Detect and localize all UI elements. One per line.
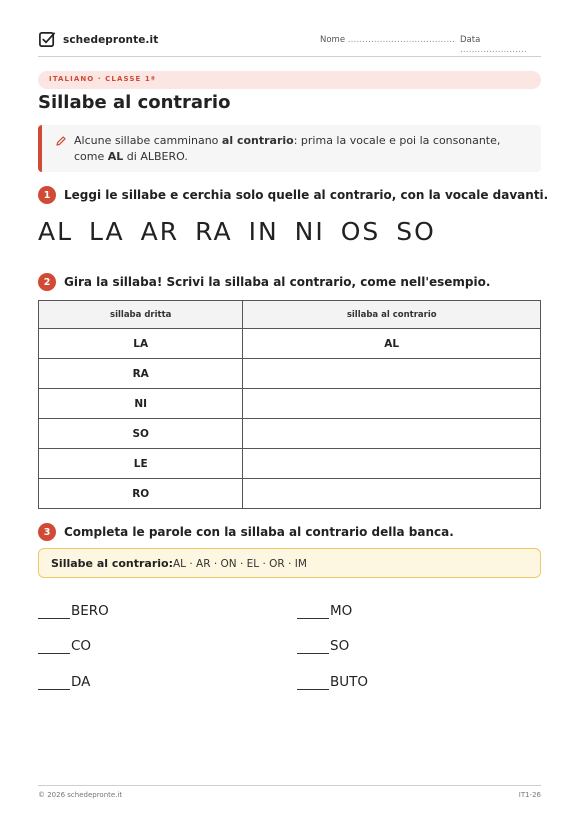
name-label: Nome (320, 35, 346, 45)
answer-blank[interactable] (297, 676, 329, 690)
straight-syllable-cell: RO (39, 479, 243, 509)
word-to-complete (38, 638, 91, 654)
intro-note-text: Alcune sillabe camminano al contrario: prima la vocale e poi la consonante, come AL di ALBERO. (74, 134, 501, 163)
syllable[interactable]: AL (38, 217, 74, 246)
straight-syllable-cell: LA (39, 329, 243, 359)
syllable[interactable]: RA (195, 217, 233, 246)
syllable-bank (38, 548, 541, 578)
answer-blank[interactable] (297, 640, 329, 654)
page-code: IT1-26 (518, 791, 541, 799)
syllable[interactable]: AR (140, 217, 180, 246)
reversed-syllable-cell[interactable] (243, 359, 541, 389)
syllable[interactable]: OS (340, 217, 381, 246)
exercise-number: 3 (38, 523, 56, 541)
pencil-icon (55, 135, 67, 147)
reversed-syllable-cell[interactable] (243, 419, 541, 449)
table-row (39, 359, 541, 389)
syllable-bank-items: AL · AR · ON · EL · OR · IM (173, 558, 307, 570)
date-dots: ....................... (460, 45, 527, 55)
straight-syllable-cell: RA (39, 359, 243, 389)
reversed-syllable-cell[interactable] (243, 449, 541, 479)
page-footer (38, 785, 541, 799)
exercise-2-heading (38, 273, 490, 291)
word-to-complete (38, 674, 90, 690)
copyright: © 2026 schedepronte.it (38, 791, 123, 799)
name-field (320, 35, 455, 45)
exercise-3-heading (38, 523, 454, 541)
word-ending: SO (330, 638, 350, 654)
table-row (39, 419, 541, 449)
column-header: sillaba al contrario (243, 301, 541, 329)
subject-badge-text: ITALIANO · CLASSE 1ª (49, 75, 156, 83)
table-row (39, 479, 541, 509)
subject-badge (38, 71, 541, 89)
site-logo (38, 30, 158, 49)
table-row (39, 389, 541, 419)
straight-syllable-cell: SO (39, 419, 243, 449)
exercise-instruction: Gira la sillaba! Scrivi la sillaba al contrario, come nell'esempio. (64, 275, 491, 289)
word-ending: DA (71, 674, 91, 690)
word-to-complete (297, 638, 349, 654)
answer-blank[interactable] (297, 605, 329, 619)
table-row (39, 329, 541, 359)
table-row (39, 449, 541, 479)
date-label: Data (460, 35, 481, 45)
word-ending: CO (71, 638, 92, 654)
syllable[interactable]: SO (396, 217, 436, 246)
word-to-complete (297, 603, 352, 619)
syllable-bank-label: Sillabe al contrario: (51, 557, 174, 570)
exercise-instruction: Leggi le sillabe e cerchia solo quelle al contrario, con la vocale davanti. (64, 188, 549, 202)
answer-blank[interactable] (38, 640, 70, 654)
syllable[interactable]: NI (294, 217, 325, 246)
syllable-table (38, 300, 541, 509)
straight-syllable-cell: LE (39, 449, 243, 479)
reversed-syllable-cell[interactable] (243, 389, 541, 419)
syllable-list (38, 217, 452, 246)
word-to-complete (38, 603, 109, 619)
word-ending: BUTO (330, 674, 369, 690)
site-name: schedepronte.it (63, 33, 159, 46)
intro-note (38, 125, 541, 172)
answer-blank[interactable] (38, 605, 70, 619)
name-dots: ..................................... (347, 35, 456, 45)
syllable[interactable]: LA (89, 217, 125, 246)
exercise-1-heading (38, 186, 548, 204)
reversed-syllable-cell[interactable] (243, 479, 541, 509)
word-to-complete (297, 674, 368, 690)
page-header (38, 30, 541, 57)
straight-syllable-cell: NI (39, 389, 243, 419)
word-ending: MO (330, 603, 353, 619)
syllable[interactable]: IN (248, 217, 279, 246)
answer-blank[interactable] (38, 676, 70, 690)
reversed-syllable-cell[interactable]: AL (243, 329, 541, 359)
word-ending: BERO (71, 603, 109, 619)
exercise-number: 2 (38, 273, 56, 291)
table-header-row (39, 301, 541, 329)
checkbox-logo-icon (38, 30, 57, 49)
page-title: Sillabe al contrario (38, 92, 231, 113)
column-header: sillaba dritta (39, 301, 243, 329)
date-field (460, 35, 541, 55)
exercise-instruction: Completa le parole con la sillaba al contrario della banca. (64, 525, 454, 539)
exercise-number: 1 (38, 186, 56, 204)
